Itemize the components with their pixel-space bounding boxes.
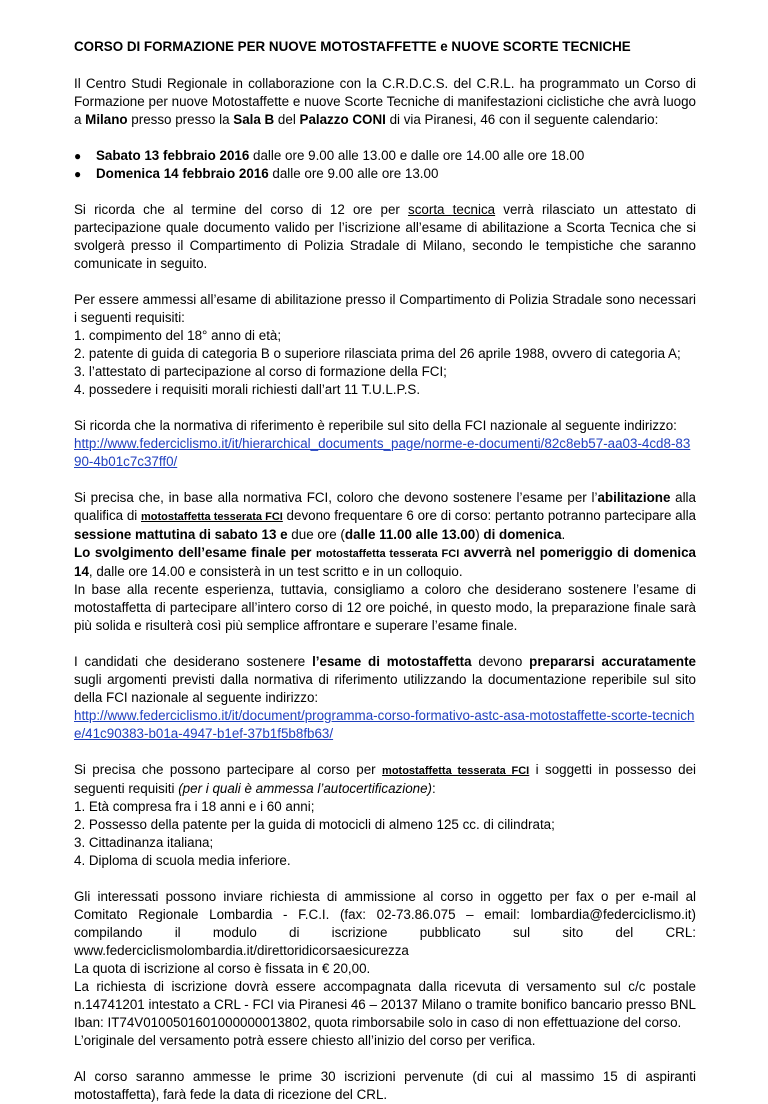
p5-text-5: ) [475, 527, 484, 542]
intro-room: Sala B [233, 112, 275, 127]
normativa-link[interactable]: http://www.federciclismo.it/it/hierarchical_documents_page/norme-e-documenti/82c8eb57-aa03-4cd8-8390-4b01c7c37ff0/ [74, 436, 691, 469]
registration-fee: La quota di iscrizione al corso è fissata in € 20,00. [74, 961, 371, 976]
schedule-day: Sabato 13 febbraio 2016 [96, 148, 250, 163]
p7-text-3: : [432, 781, 436, 796]
p2-underlined: scorta tecnica [408, 202, 496, 217]
exam-paragraph-2 [74, 544, 696, 581]
eligibility-section [74, 761, 696, 870]
p5-text-1: Si precisa che, in base alla normativa FCI, coloro che devono sostenere l’esame per l’ [74, 490, 598, 505]
schedule-item [74, 165, 696, 183]
p5-bold-3: dalle 11.00 alle 13.00 [344, 527, 476, 542]
normativa-text: Si ricorda che la normativa di riferimento è reperibile sul sito della FCI nazionale al seguente indirizzo: [74, 418, 677, 433]
certificate-paragraph [74, 201, 696, 273]
intro-city: Milano [85, 112, 128, 127]
p6-bold-1: l’esame di motostaffetta [312, 654, 472, 669]
p7-text-1: Si precisa che possono partecipare al corso per [74, 762, 383, 777]
schedule-hours: dalle ore 9.00 alle 13.00 e dalle ore 14.00 alle ore 18.00 [249, 148, 585, 163]
p5-text-3: devono frequentare 6 ore di corso: pertanto potranno partecipare alla [282, 508, 696, 523]
p5-text-2: alla qualifica di [74, 490, 696, 523]
p7-small-1: motostaffetta tesserata FCI [382, 765, 530, 777]
p5-line2-text: , dalle ore 14.00 e consisterà in un test scritto e in un colloquio. [88, 564, 463, 579]
exam-section [74, 489, 696, 635]
registration-text-1: Gli interessati possono inviare richiesta di ammissione al corso in oggetto per fax o per e-mail al Comitato Regionale Lombardia - F.C.I. (fax: 02-73.86.075 – email: lombardia@federciclismo.it) compilando il modulo di iscrizione pubblicato sul sito del CRL: www.federciclismolombardia.it/direttoridicorsaesicurezza [74, 889, 696, 958]
requirements-intro: Per essere ammessi all’esame di abilitazione presso il Compartimento di Polizia Stradale sono necessari i seguenti requisiti: [74, 292, 696, 325]
eligibility-item: 4. Diploma di scuola media inferiore. [74, 853, 291, 868]
p5-line2-bold-1: Lo svolgimento dell’esame finale per [74, 545, 316, 560]
intro-text-3: del [274, 112, 300, 127]
intro-paragraph [74, 75, 696, 129]
registration-section [74, 888, 696, 1050]
schedule-item [74, 147, 696, 165]
p6-bold-2: prepararsi accuratamente [529, 654, 696, 669]
admission-note: Al corso saranno ammesse le prime 30 iscrizioni pervenute (di cui al massimo 15 di aspiranti motostaffetta), farà fede la data di ricezione del CRL. [74, 1069, 696, 1102]
schedule-hours: dalle ore 9.00 alle ore 13.00 [268, 166, 439, 181]
bullet-icon: ● [74, 149, 82, 163]
p6-text-3: sugli argomenti previsti dalla normativa di riferimento utilizzando la documentazione reperibile sul sito della FCI nazionale al seguente indirizzo: [74, 672, 696, 705]
intro-text-1: Il Centro Studi Regionale in collaborazione con la C.R.D.C.S. del C.R.L. ha programmato un Corso di Formazione per nuove Motostaffette e nuove Scorte Tecniche di manifestazioni ciclistiche che avrà luogo a [74, 76, 696, 127]
p5-bold-1: abilitazione [597, 490, 671, 505]
p2-text-2: verrà rilasciato un attestato di partecipazione quale documento valido per l’iscrizione all’esame di abilitazione a Scorta Tecnica che si svolgerà presso il Compartimento di Polizia Stradale di Milano, secondo le tempistiche che saranno comunicate in seguito. [74, 202, 696, 271]
p5-text-6: . [561, 527, 566, 542]
p5-bold-2: sessione mattutina di sabato 13 e [74, 527, 288, 542]
preparation-text [74, 653, 696, 707]
requirements-section [74, 291, 696, 399]
p5-text-4: due ore ( [287, 527, 345, 542]
p6-text-2: devono [471, 654, 530, 669]
normativa-section [74, 417, 696, 471]
requirement-item: 3. l’attestato di partecipazione al corso di formazione della FCI; [74, 364, 447, 379]
p5-line2-small: motostaffetta tesserata FCI [315, 548, 460, 560]
p5-bold-4: di domenica [483, 527, 562, 542]
requirement-item: 2. patente di guida di categoria B o superiore rilasciata prima del 26 aprile 1988, ovvero di categoria A; [74, 346, 681, 361]
intro-text-2: presso presso la [127, 112, 234, 127]
p2-text-1: Si ricorda che al termine del corso di 12 ore per [74, 202, 409, 217]
p7-text-2: i soggetti in possesso dei seguenti requisiti [74, 762, 696, 796]
exam-paragraph-1 [74, 489, 696, 544]
eligibility-item: 3. Cittadinanza italiana; [74, 835, 214, 850]
eligibility-item: 2. Possesso della patente per la guida di motocicli di almeno 125 cc. di cilindrata; [74, 817, 555, 832]
intro-venue: Palazzo CONI [299, 112, 386, 127]
requirement-item: 1. compimento del 18° anno di età; [74, 328, 282, 343]
programma-link[interactable]: http://www.federciclismo.it/it/document/programma-corso-formativo-astc-asa-motostaffette-scorte-tecniche/41c90383-b01a-4947-b1ef-37b1f5b8fb63/ [74, 708, 695, 741]
eligibility-item: 1. Età compresa fra i 18 anni e i 60 anni; [74, 799, 315, 814]
p5-line2-bold-2: avverrà nel pomeriggio di domenica 14 [74, 545, 697, 579]
registration-payment: La richiesta di iscrizione dovrà essere accompagnata dalla ricevuta di versamento sul c/c postale n.14741201 intestato a CRL - FCI via Piranesi 46 – 20137 Milano o tramite bonifico bancario presso BNL Iban: IT74V0100501601000000013802, quota rimborsabile solo in caso di non effettuazione del corso. [74, 979, 696, 1030]
registration-original: L’originale del versamento potrà essere chiesto all’inizio del corso per verifica. [74, 1033, 536, 1048]
schedule-day: Domenica 14 febbraio 2016 [96, 166, 269, 181]
requirement-item: 4. possedere i requisiti morali richiesti dall’art 11 T.U.L.P.S. [74, 382, 421, 397]
document-title: CORSO DI FORMAZIONE PER NUOVE MOTOSTAFFETTE e NUOVE SCORTE TECNICHE [74, 39, 631, 54]
p5-small-1: motostaffetta tesserata FCI [141, 511, 283, 523]
preparation-section [74, 653, 696, 743]
p6-text-1: I candidati che desiderano sostenere [74, 654, 313, 669]
p7-italic: (per i quali è ammessa l’autocertificazione) [178, 781, 433, 796]
exam-paragraph-3: In base alla recente esperienza, tuttavia, consigliamo a coloro che desiderano sostenere l’esame di motostaffetta di partecipare all’intero corso di 12 ore poiché, in questo modo, la preparazione finale sarà più solida e risulterà così più semplice affrontare e superare l’esame finale. [74, 582, 696, 633]
schedule-list [74, 147, 696, 183]
intro-text-4: di via Piranesi, 46 con il seguente calendario: [385, 112, 659, 127]
eligibility-intro [74, 761, 696, 798]
bullet-icon: ● [74, 167, 82, 181]
